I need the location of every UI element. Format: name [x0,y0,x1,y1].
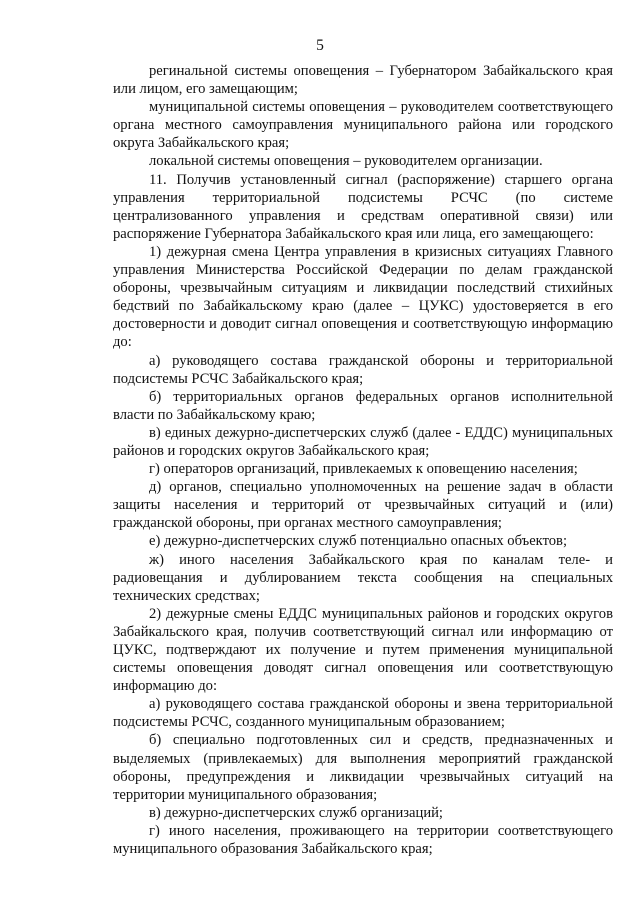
paragraph-local-system: локальной системы оповещения – руководителем организации. [149,153,543,170]
paragraph-regional-system: регинальной системы оповещения – Губернатором Забайкальского края или лицом, его замещающим; [113,63,613,98]
paragraph-subitem-1: 1) дежурная смена Центра управления в кризисных ситуациях Главного управления Министерства Российской Федерации по делам гражданской обороны, чрезвычайным ситуациям и ликвидации последствий стихийных бедствий по Забайкальскому краю (далее – ЦУКС) удостоверяется в его достоверности и доводит сигнал оповещения и соответствующую информацию до: [113,243,613,351]
paragraph-1-e: е) дежурно-диспетчерских служб потенциально опасных объектов; [149,533,568,550]
paragraph-1-d: д) органов, специально уполномоченных на решение задач в области защиты населения и территорий от чрезвычайных ситуаций и (или) гражданской обороны, при органах местного самоуправления; [113,479,613,532]
paragraph-1-a: а) руководящего состава гражданской обороны и территориальной подсистемы РСЧС Забайкальского края; [113,352,613,387]
document-body [113,62,613,858]
paragraph-2-v: в) дежурно-диспетчерских служб организаций; [149,804,443,821]
paragraph-2-a: а) руководящего состава гражданской обороны и звена территориальной подсистемы РСЧС, созданного муниципальным образованием; [113,696,613,731]
paragraph-2-b: б) специально подготовленных сил и средств, предназначенных и выделяемых (привлекаемых) для выполнения мероприятий гражданской обороны, предупреждения и ликвидации чрезвычайных ситуаций на территории муниципального образования; [113,732,613,803]
paragraph-municipal-system: муниципальной системы оповещения – руководителем соответствующего органа местного самоуправления муниципального района или городского округа Забайкальского края; [113,99,613,152]
paragraph-subitem-2: 2) дежурные смены ЕДДС муниципальных районов и городских округов Забайкальского края, получив соответствующий сигнал или информацию от ЦУКС, подтверждают их получение и путем применения муниципальной системы оповещения доводят сигнал оповещения или соответствующую информацию до: [113,605,613,695]
page-number: 5 [316,37,324,54]
paragraph-1-v: в) единых дежурно-диспетчерских служб (далее - ЕДДС) муниципальных районов и городских округов Забайкальского края; [113,424,613,459]
paragraph-1-zh: ж) иного населения Забайкальского края по каналам теле- и радиовещания и дублированием текста сообщения на специальных технических средствах; [113,551,613,604]
paragraph-2-g: г) иного населения, проживающего на территории соответствующего муниципального образования Забайкальского края; [113,822,613,858]
paragraph-item-11: 11. Получив установленный сигнал (распоряжение) старшего органа управления территориальной подсистемы РСЧС (по системе централизованного управления и средствам оперативной связи) или распоряжение Губернатора Забайкальского края или лица, его замещающего: [113,171,613,242]
paragraph-1-b: б) территориальных органов федеральных органов исполнительной власти по Забайкальскому краю; [113,388,613,423]
paragraph-1-g: г) операторов организаций, привлекаемых к оповещению населения; [149,461,578,478]
